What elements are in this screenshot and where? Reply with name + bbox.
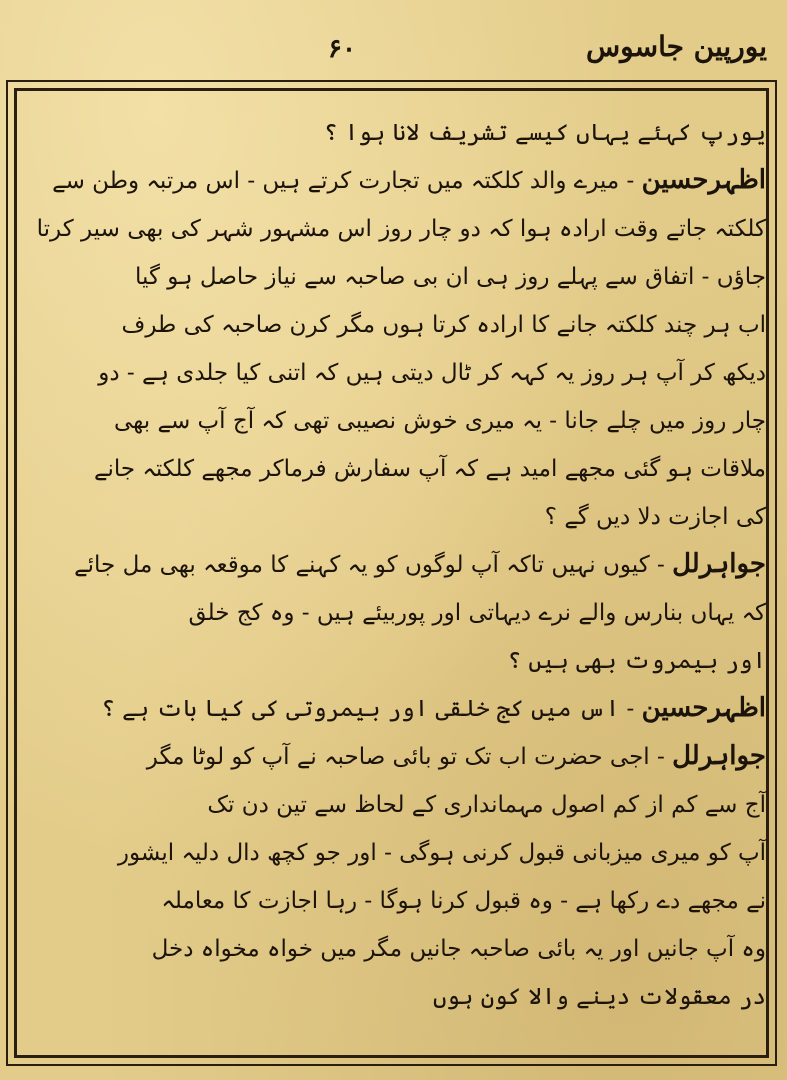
line-text: - کیوں نہیں تاکہ آپ لوگوں کو یہ کہنے کا موقعہ بھی مل جائے	[74, 552, 673, 578]
line-text: آج سے کم از کم اصول مہمانداری کے لحاظ سے تین دن تک	[207, 792, 766, 818]
line-text: اور بیمروت بھی ہیں ؟	[507, 648, 766, 674]
speaker-name: جواہرلل	[672, 741, 766, 771]
text-line	[161, 876, 766, 924]
page-header	[0, 28, 787, 78]
speaker-name: جواہرلل	[672, 549, 766, 579]
text-line	[147, 732, 766, 780]
line-text: کی اجازت دلا دیں گے ؟	[544, 504, 766, 530]
text-line	[52, 156, 766, 204]
text-line	[37, 204, 766, 252]
text-line	[98, 348, 766, 396]
speaker-name: اظہرحسین	[641, 693, 766, 723]
page-number: ۶۰	[328, 34, 356, 64]
text-line	[207, 780, 766, 828]
text-line	[545, 492, 766, 540]
text-line	[152, 924, 766, 972]
running-title: یورپین جاسوس	[585, 30, 767, 63]
text-line	[94, 444, 766, 492]
text-line	[101, 684, 766, 732]
line-text: - اس میں کج خلقی اور بیمروتی کی کیا بات ہے ؟	[101, 696, 642, 722]
line-text: دیکھ کر آپ ہر روز یہ کہہ کر ٹال دیتی ہیں کہ اتنی کیا جلدی ہے - دو	[98, 360, 766, 386]
text-line	[135, 252, 766, 300]
line-text: وہ آپ جانیں اور یہ بائی صاحبہ جانیں مگر میں خواہ مخواہ دخل	[151, 936, 766, 962]
line-text: کہ یہاں بنارس والے نرے دیہاتی اور پوربیئے ہیں - وہ کج خلق	[188, 600, 766, 626]
line-text: نے مجھے دے رکھا ہے - وہ قبول کرنا ہوگا - رہا اجازت کا معاملہ	[161, 888, 766, 914]
line-text: یورپ کہئے یہاں کیسے تشریف لانا ہوا ؟	[324, 120, 766, 146]
text-line	[324, 108, 766, 156]
text-line	[121, 300, 766, 348]
line-text: اب ہر چند کلکتہ جانے کا ارادہ کرتا ہوں مگر کرن صاحبہ کی طرف	[121, 312, 766, 338]
text-line	[188, 588, 766, 636]
text-line	[508, 636, 766, 684]
line-text: چار روز میں چلے جانا - یہ میری خوش نصیبی تھی کہ آج آپ سے بھی	[113, 408, 766, 434]
line-text: جاؤں - اتفاق سے پہلے روز ہی ان بی صاحبہ سے نیاز حاصل ہو گیا	[135, 264, 766, 290]
line-text: - اجی حضرت اب تک تو بائی صاحبہ نے آپ کو لوٹا مگر	[146, 744, 673, 770]
line-text: آپ کو میری میزبانی قبول کرنی ہوگی - اور جو کچھ دال دلیہ ایشور	[117, 840, 766, 866]
line-text: - میرے والد کلکتہ میں تجارت کرتے ہیں - اس مرتبہ وطن سے	[52, 168, 642, 194]
text-line	[74, 540, 766, 588]
line-text: ملاقات ہو گئی مجھے امید ہے کہ آپ سفارش فرماکر مجھے کلکتہ جانے	[93, 456, 766, 482]
text-line	[114, 396, 766, 444]
line-text: کلکتہ جاتے وقت ارادہ ہوا کہ دو چار روز اس مشہور شہر کی بھی سیر کرتا	[36, 216, 766, 242]
text-line	[118, 828, 766, 876]
speaker-name: اظہرحسین	[641, 165, 766, 195]
text-line	[433, 972, 766, 1020]
line-text: در معقولات دینے والا کون ہوں	[432, 984, 766, 1010]
